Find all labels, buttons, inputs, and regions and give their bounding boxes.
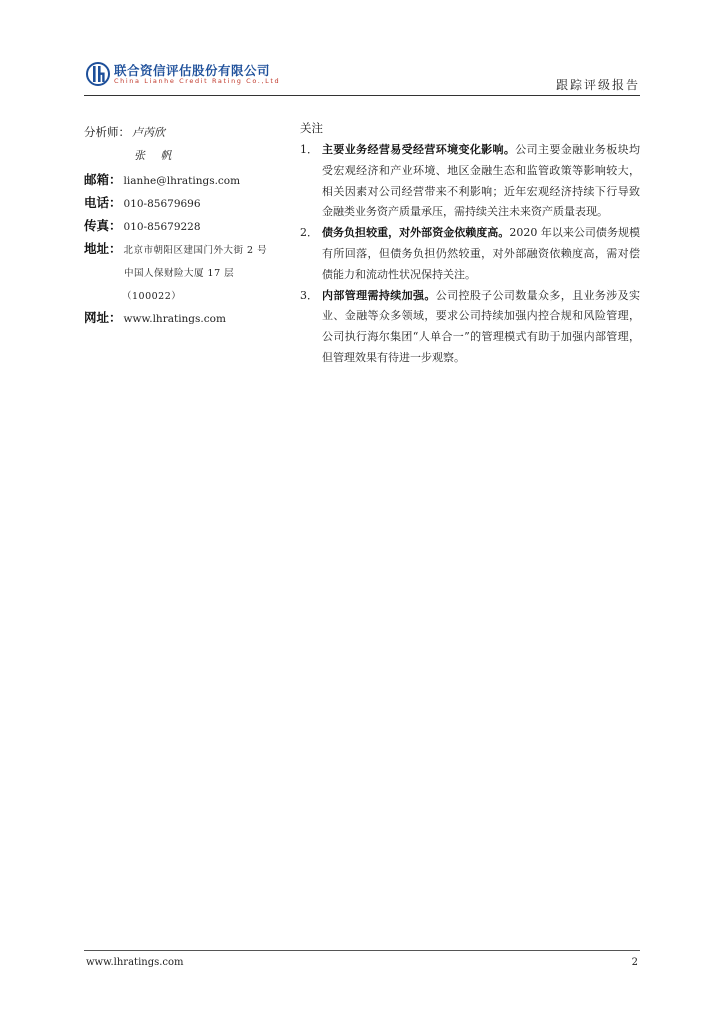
logo-company-name-cn: 联合资信评估股份有限公司 [114,63,271,78]
footer-website[interactable]: www.lhratings.com [86,957,184,968]
address-row [84,239,294,262]
concern-number: 1． [300,143,318,156]
concern-item-3 [300,286,640,369]
analyst-name-2: 张 帆 [134,149,178,162]
concerns-heading: 关注 [300,121,323,135]
analyst-row-2 [84,147,294,170]
address-label: 地址： [84,241,122,256]
email-row [84,170,294,193]
concern-body: 公司主要金融业务板块均受宏观经济和产业环境、地区金融生态和监管政策等影响较大，相关因素对公司经营带来不利影响；近年宏观经济持续下行导致金融类业务资产质量承压，需持续关注未来资产质量表现。 [322,143,640,219]
fax-value: 010-85679228 [123,221,201,233]
fax-row [84,216,294,239]
phone-label: 电话： [84,195,122,210]
concern-number: 2． [300,226,318,240]
website-label: 网址： [84,310,122,325]
concern-title: 内部管理需持续加强。 [322,288,436,302]
phone-value: 010-85679696 [123,198,201,210]
page-number: 2 [631,957,638,968]
concerns-section [300,120,640,369]
concern-title: 主要业务经营易受经营环境变化影响。 [322,143,516,156]
concern-item-2 [300,223,640,285]
footer-divider [84,950,640,951]
concern-body: 2020 年以来公司债务规模有所回落，但债务负担仍然较重，对外部融资依赖度高，需对偿债能力和流动性状况保持关注。 [322,226,640,281]
concern-item-1 [300,140,640,223]
logo-company-name-en: China Lianhe Credit Rating Co.,Ltd [114,77,281,85]
report-type-title: 跟踪评级报告 [555,78,640,92]
company-logo [86,60,286,90]
website-row [84,308,294,331]
email-value[interactable]: lianhe@lhratings.com [123,175,241,187]
concern-title: 债务负担较重，对外部资金依赖度高。 [322,226,510,240]
concern-number: 3． [300,288,318,302]
website-value[interactable]: www.lhratings.com [123,313,226,325]
header-divider [84,95,640,96]
analyst-name-1: 卢芮欣 [132,126,165,139]
analyst-label: 分析师： [84,125,130,139]
lianhe-logo-icon [86,60,110,88]
concern-body: 公司控股子公司数量众多，且业务涉及实业、金融等众多领域，要求公司持续加强内控合规和风险管理，公司执行海尔集团“人单合一”的管理模式有助于加强内部管理，但管理效果有待进一步观察。 [322,288,640,364]
address-postcode: （100022） [122,291,182,302]
address-line-1: 北京市朝阳区建国门外大街 2 号 [123,245,268,256]
fax-label: 传真： [84,218,122,233]
analyst-row [84,124,294,147]
phone-row [84,193,294,216]
address-line-2: 中国人保财险大厦 17 层 [124,268,235,279]
email-label: 邮箱： [84,172,122,187]
contact-info [84,124,294,331]
